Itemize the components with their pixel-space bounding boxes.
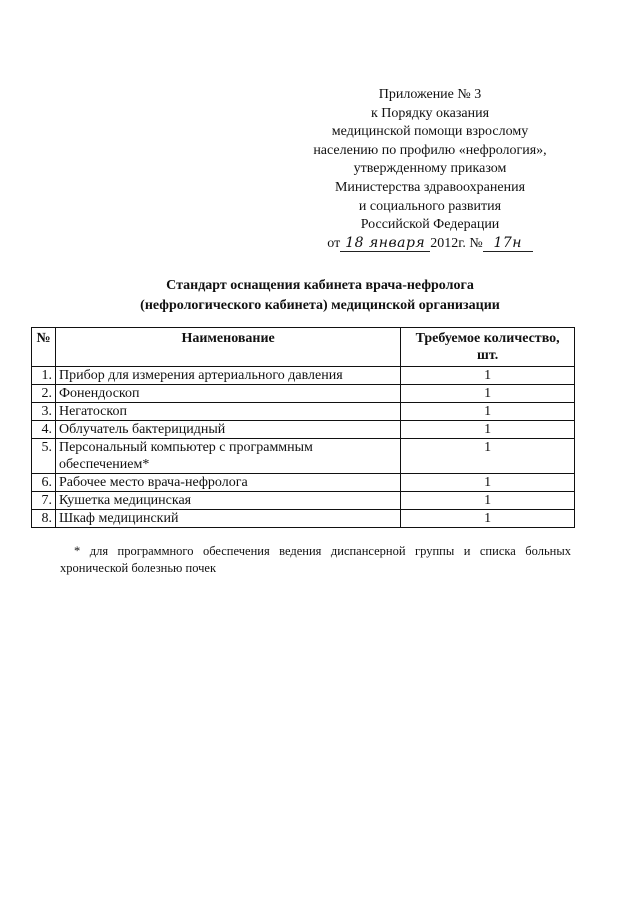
header-quantity: Требуемое количество, шт. — [401, 328, 575, 367]
table-row — [32, 492, 575, 510]
order-date-line — [280, 235, 580, 254]
title-line-2: (нефрологического кабинета) медицинской организации — [140, 298, 500, 313]
appendix-title: Приложение № 3 — [378, 87, 482, 102]
row-number: 3. — [32, 403, 56, 421]
row-name: Персональный компьютер с программным обеспечением* — [55, 439, 400, 474]
equipment-table — [31, 327, 575, 528]
table-row — [32, 421, 575, 439]
row-quantity: 1 — [401, 492, 575, 510]
table-row — [32, 367, 575, 385]
appendix-block — [280, 86, 580, 253]
row-number: 5. — [32, 439, 56, 474]
appendix-line: медицинской помощи взрослому — [331, 124, 529, 140]
row-number: 1. — [32, 367, 56, 385]
row-name: Прибор для измерения артериального давления — [55, 367, 400, 385]
row-number: 8. — [32, 510, 56, 528]
appendix-line: Российской Федерации — [360, 217, 500, 233]
table-header-row — [32, 328, 575, 367]
header-number: № — [32, 328, 56, 367]
row-quantity: 1 — [401, 367, 575, 385]
row-name: Облучатель бактерицидный — [55, 421, 400, 439]
row-number: 2. — [32, 385, 56, 403]
handwritten-order-number: 17н — [483, 235, 533, 252]
table-row — [32, 385, 575, 403]
appendix-line: населению по профилю «нефрология», — [313, 142, 547, 158]
row-number: 6. — [32, 474, 56, 492]
row-number: 7. — [32, 492, 56, 510]
appendix-line: Министерства здравоохранения — [334, 179, 526, 195]
row-name: Шкаф медицинский — [55, 510, 400, 528]
document-title — [60, 276, 580, 316]
row-quantity: 1 — [401, 385, 575, 403]
row-quantity: 1 — [401, 474, 575, 492]
row-quantity: 1 — [401, 439, 575, 474]
row-quantity: 1 — [401, 510, 575, 528]
row-quantity: 1 — [401, 403, 575, 421]
row-name: Негатоскоп — [55, 403, 400, 421]
appendix-line: и социального развития — [358, 198, 502, 214]
table-row — [32, 403, 575, 421]
table-row — [32, 510, 575, 528]
title-line-1: Стандарт оснащения кабинета врача-нефролога — [166, 278, 474, 293]
footnote: * для программного обеспечения ведения диспансерной группы и списка больных хронической болезнью почек — [60, 544, 571, 575]
header-name: Наименование — [55, 328, 400, 367]
appendix-line: утвержденному приказом — [353, 161, 507, 177]
row-name: Кушетка медицинская — [55, 492, 400, 510]
row-name: Фонендоскоп — [55, 385, 400, 403]
table-row — [32, 439, 575, 474]
table-row — [32, 474, 575, 492]
year-text: 2012г. № — [430, 235, 483, 251]
row-number: 4. — [32, 421, 56, 439]
date-prefix: от — [327, 235, 341, 251]
row-name: Рабочее место врача-нефролога — [55, 474, 400, 492]
row-quantity: 1 — [401, 421, 575, 439]
handwritten-date: 18 января — [340, 235, 430, 252]
appendix-line: к Порядку оказания — [370, 105, 490, 121]
